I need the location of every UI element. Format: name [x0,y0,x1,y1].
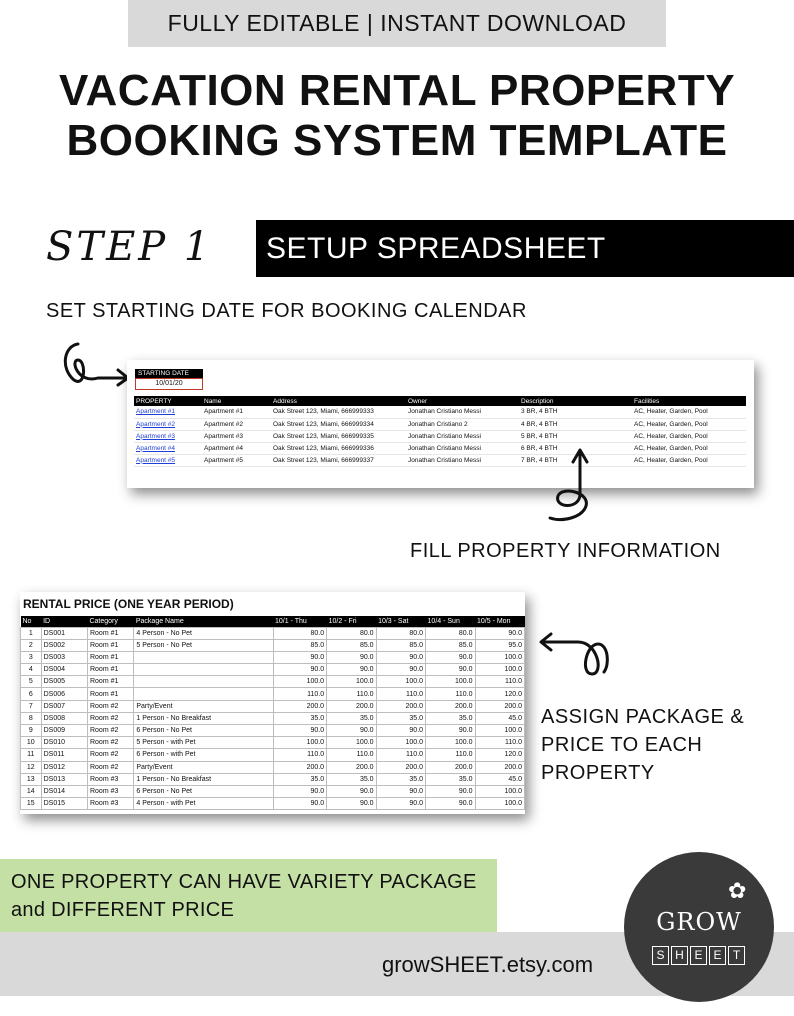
table-cell: 90.0 [475,627,525,639]
table-cell: 35.0 [376,712,425,724]
table-cell: 1 [21,627,42,639]
starting-date-label: STARTING DATE [135,369,203,378]
table-cell: 110.0 [475,676,525,688]
table-cell: 14 [21,785,42,797]
table-cell [134,651,273,663]
table-cell: Room #2 [87,749,133,761]
step-label: STEP 1 [46,224,213,270]
table-cell: 90.0 [327,785,376,797]
table-cell: Room #1 [87,627,133,639]
table-cell: 6 Person - with Pet [134,749,273,761]
header-facilities: Facilities [632,396,746,406]
table-cell: DS010 [41,737,87,749]
logo-letter: S [652,946,669,965]
table-cell: 90.0 [426,664,475,676]
header-description: Description [519,396,632,406]
table-cell: 90.0 [426,651,475,663]
table-cell: 4 [21,664,42,676]
table-cell: DS013 [41,773,87,785]
table-cell: Room #1 [87,664,133,676]
logo-letter: E [709,946,726,965]
table-cell: 110.0 [475,737,525,749]
table-cell: 5 BR, 4 BTH [519,430,632,442]
table-cell: 110.0 [273,749,327,761]
table-cell: 35.0 [426,712,475,724]
table-row [21,798,525,810]
table-cell: 100.0 [327,737,376,749]
table-row [134,406,746,418]
table-cell: DS002 [41,639,87,651]
table-cell: 200.0 [426,761,475,773]
instruction-assign-price [541,703,744,787]
table-cell: DS014 [41,785,87,797]
table-cell: 90.0 [376,664,425,676]
property-link[interactable]: Apartment #5 [134,454,202,466]
table-row [21,785,525,797]
table-cell: 90.0 [327,725,376,737]
property-table-header [134,396,746,406]
table-cell: 5 Person - with Pet [134,737,273,749]
logo-letter: E [690,946,707,965]
table-cell: AC, Heater, Garden, Pool [632,430,746,442]
header-date-5: 10/5 - Mon [475,616,525,627]
property-link[interactable]: Apartment #1 [134,406,202,418]
table-cell: 6 Person - No Pet [134,785,273,797]
page-title [0,66,794,166]
table-cell: DS012 [41,761,87,773]
table-cell: 9 [21,725,42,737]
table-cell: DS007 [41,700,87,712]
table-cell: 11 [21,749,42,761]
table-cell: 200.0 [475,700,525,712]
header-address: Address [271,396,406,406]
table-cell: 200.0 [327,700,376,712]
table-cell: Jonathan Cristiano Messi [406,406,519,418]
instruction-assign-line-1: ASSIGN PACKAGE & [541,706,745,728]
table-cell: DS004 [41,664,87,676]
table-cell: Jonathan Cristiano Messi [406,430,519,442]
flower-icon: ✿ [728,878,747,903]
table-cell: AC, Heater, Garden, Pool [632,454,746,466]
table-cell: Room #2 [87,737,133,749]
header-category: Category [87,616,133,627]
table-cell: 35.0 [273,712,327,724]
table-cell: 3 [21,651,42,663]
title-line-1: VACATION RENTAL PROPERTY [58,66,736,115]
property-link[interactable]: Apartment #4 [134,442,202,454]
table-cell: Room #2 [87,761,133,773]
header-date-2: 10/2 - Fri [327,616,376,627]
curly-arrow-right-icon [56,338,132,390]
price-sheet-screenshot [20,592,525,814]
table-cell: Room #1 [87,676,133,688]
table-cell: 100.0 [475,785,525,797]
table-cell: 100.0 [475,798,525,810]
table-cell: 90.0 [327,798,376,810]
table-cell: 90.0 [376,651,425,663]
table-cell: 4 Person - No Pet [134,627,273,639]
table-cell: 110.0 [426,749,475,761]
table-cell: 200.0 [273,761,327,773]
header-property: PROPERTY [134,396,202,406]
table-cell: 85.0 [376,639,425,651]
table-cell: DS009 [41,725,87,737]
table-row [21,676,525,688]
table-cell: 35.0 [426,773,475,785]
table-row [21,725,525,737]
logo-letter: T [728,946,745,965]
table-cell: 13 [21,773,42,785]
table-cell: 200.0 [376,761,425,773]
table-cell: 35.0 [327,712,376,724]
price-table [20,616,525,810]
logo-letter: H [671,946,688,965]
logo-grow-text: GROW [656,908,742,936]
table-cell: 45.0 [475,773,525,785]
table-row [21,639,525,651]
table-cell: 35.0 [327,773,376,785]
setup-heading [256,220,794,277]
property-link[interactable]: Apartment #2 [134,418,202,430]
property-sheet-screenshot [127,360,754,488]
table-cell: 110.0 [327,688,376,700]
table-row [134,442,746,454]
table-cell: 35.0 [273,773,327,785]
table-cell: 10 [21,737,42,749]
table-row [21,712,525,724]
table-cell: 200.0 [475,761,525,773]
instruction-starting-date: SET STARTING DATE FOR BOOKING CALENDAR [46,300,527,322]
table-cell: 90.0 [376,725,425,737]
table-cell: 6 [21,688,42,700]
table-row [134,418,746,430]
table-cell: 45.0 [475,712,525,724]
title-line-2: BOOKING SYSTEM TEMPLATE [66,116,728,165]
table-row [21,651,525,663]
starting-date-input[interactable]: 10/01/20 [135,378,203,390]
table-cell: 6 BR, 4 BTH [519,442,632,454]
instruction-assign-line-3: PROPERTY [541,762,655,784]
table-cell: 90.0 [273,725,327,737]
table-cell: 5 [21,676,42,688]
table-cell: 35.0 [376,773,425,785]
table-cell [134,676,273,688]
price-table-header [21,616,525,627]
table-cell: 110.0 [426,688,475,700]
table-cell: Apartment #4 [202,442,271,454]
curly-arrow-left-icon [538,628,616,680]
table-cell: 7 [21,700,42,712]
header-owner: Owner [406,396,519,406]
table-cell: 110.0 [327,749,376,761]
table-cell: DS005 [41,676,87,688]
table-cell: 90.0 [426,798,475,810]
table-cell: 90.0 [376,785,425,797]
table-cell: Oak Street 123, Miami, 666999333 [271,406,406,418]
table-cell: 200.0 [376,700,425,712]
property-table [134,396,746,467]
growsheet-logo [624,852,774,1002]
table-cell: 90.0 [426,725,475,737]
table-cell: 80.0 [426,627,475,639]
instruction-fill-property: FILL PROPERTY INFORMATION [410,540,721,562]
table-cell: Room #3 [87,785,133,797]
table-cell: 100.0 [273,676,327,688]
table-cell: 5 Person - No Pet [134,639,273,651]
price-sheet-title: RENTAL PRICE (ONE YEAR PERIOD) [23,597,234,611]
header-date-4: 10/4 - Sun [426,616,475,627]
table-cell: 90.0 [273,651,327,663]
note-line-2: and DIFFERENT PRICE [11,899,235,921]
table-cell: Apartment #1 [202,406,271,418]
table-cell: 200.0 [426,700,475,712]
table-cell: Room #2 [87,725,133,737]
table-cell: 4 Person - with Pet [134,798,273,810]
table-cell: 90.0 [376,798,425,810]
header-no: No [21,616,42,627]
table-cell: 1 Person - No Breakfast [134,712,273,724]
table-cell: 6 Person - No Pet [134,725,273,737]
curly-arrow-up-icon [540,444,606,526]
table-cell: Oak Street 123, Miami, 666999335 [271,430,406,442]
header-id: ID [41,616,87,627]
table-cell: 12 [21,761,42,773]
table-cell: Jonathan Cristiano Messi [406,442,519,454]
table-cell: 100.0 [475,664,525,676]
table-cell: 85.0 [327,639,376,651]
table-cell: 90.0 [327,664,376,676]
table-cell: DS011 [41,749,87,761]
table-cell: 100.0 [426,737,475,749]
table-cell: 7 BR, 4 BTH [519,454,632,466]
table-cell: DS015 [41,798,87,810]
table-cell: 90.0 [273,664,327,676]
property-link[interactable]: Apartment #3 [134,430,202,442]
table-cell: 80.0 [376,627,425,639]
table-cell: 100.0 [475,651,525,663]
header-date-3: 10/3 - Sat [376,616,425,627]
table-cell: 200.0 [273,700,327,712]
table-cell: Party/Event [134,761,273,773]
instruction-assign-line-2: PRICE TO EACH [541,734,703,756]
property-table-body [134,406,746,466]
table-cell: 200.0 [327,761,376,773]
table-cell: 90.0 [426,785,475,797]
table-cell: 1 Person - No Breakfast [134,773,273,785]
table-cell: Party/Event [134,700,273,712]
table-cell: 120.0 [475,749,525,761]
table-row [21,737,525,749]
table-row [21,664,525,676]
table-cell: 80.0 [273,627,327,639]
footer-shop-link[interactable]: growSHEET.etsy.com [382,952,594,977]
table-row [21,700,525,712]
table-cell: Room #2 [87,712,133,724]
table-cell: Jonathan Cristiano 2 [406,418,519,430]
table-row [134,454,746,466]
table-cell: DS001 [41,627,87,639]
note-line-1: ONE PROPERTY CAN HAVE VARIETY PACKAGE [11,871,477,893]
note-box [0,859,497,932]
table-cell: 100.0 [376,676,425,688]
top-banner [128,0,666,47]
table-cell: 100.0 [376,737,425,749]
header-date-1: 10/1 - Thu [273,616,327,627]
table-cell: Room #1 [87,688,133,700]
table-cell: 8 [21,712,42,724]
table-cell: AC, Heater, Garden, Pool [632,418,746,430]
table-cell: Jonathan Cristiano Messi [406,454,519,466]
table-row [21,749,525,761]
table-cell: 110.0 [376,688,425,700]
table-cell: Room #2 [87,700,133,712]
table-row [21,761,525,773]
table-cell: 90.0 [273,785,327,797]
table-cell: 110.0 [376,749,425,761]
table-row [21,773,525,785]
table-cell: Oak Street 123, Miami, 666999337 [271,454,406,466]
table-row [134,430,746,442]
table-cell: 80.0 [327,627,376,639]
table-cell: 100.0 [475,725,525,737]
banner-text: FULLY EDITABLE | INSTANT DOWNLOAD [167,10,627,36]
table-cell: 15 [21,798,42,810]
table-row [21,688,525,700]
table-cell: 100.0 [273,737,327,749]
table-cell: AC, Heater, Garden, Pool [632,406,746,418]
header-package-name: Package Name [134,616,273,627]
table-cell: 85.0 [273,639,327,651]
table-cell: Room #3 [87,773,133,785]
table-cell: Room #1 [87,639,133,651]
table-cell: Apartment #2 [202,418,271,430]
table-cell: 100.0 [327,676,376,688]
table-row [21,627,525,639]
table-cell: 2 [21,639,42,651]
price-table-body [21,627,525,810]
table-cell: 85.0 [426,639,475,651]
table-cell: DS003 [41,651,87,663]
table-cell [134,664,273,676]
table-cell: Room #3 [87,798,133,810]
setup-heading-text: SETUP SPREADSHEET [266,231,606,265]
table-cell: AC, Heater, Garden, Pool [632,442,746,454]
table-cell: Apartment #5 [202,454,271,466]
table-cell: 95.0 [475,639,525,651]
table-cell: 120.0 [475,688,525,700]
table-cell: DS008 [41,712,87,724]
table-cell: Oak Street 123, Miami, 666999336 [271,442,406,454]
table-cell: 90.0 [327,651,376,663]
table-cell: 4 BR, 4 BTH [519,418,632,430]
table-cell: 110.0 [273,688,327,700]
table-cell: Room #1 [87,651,133,663]
table-cell: DS006 [41,688,87,700]
header-name: Name [202,396,271,406]
table-cell: Oak Street 123, Miami, 666999334 [271,418,406,430]
table-cell: 3 BR, 4 BTH [519,406,632,418]
table-cell: 90.0 [273,798,327,810]
table-cell: Apartment #3 [202,430,271,442]
table-cell: 100.0 [426,676,475,688]
table-cell [134,688,273,700]
logo-sheet-letters [652,946,745,965]
